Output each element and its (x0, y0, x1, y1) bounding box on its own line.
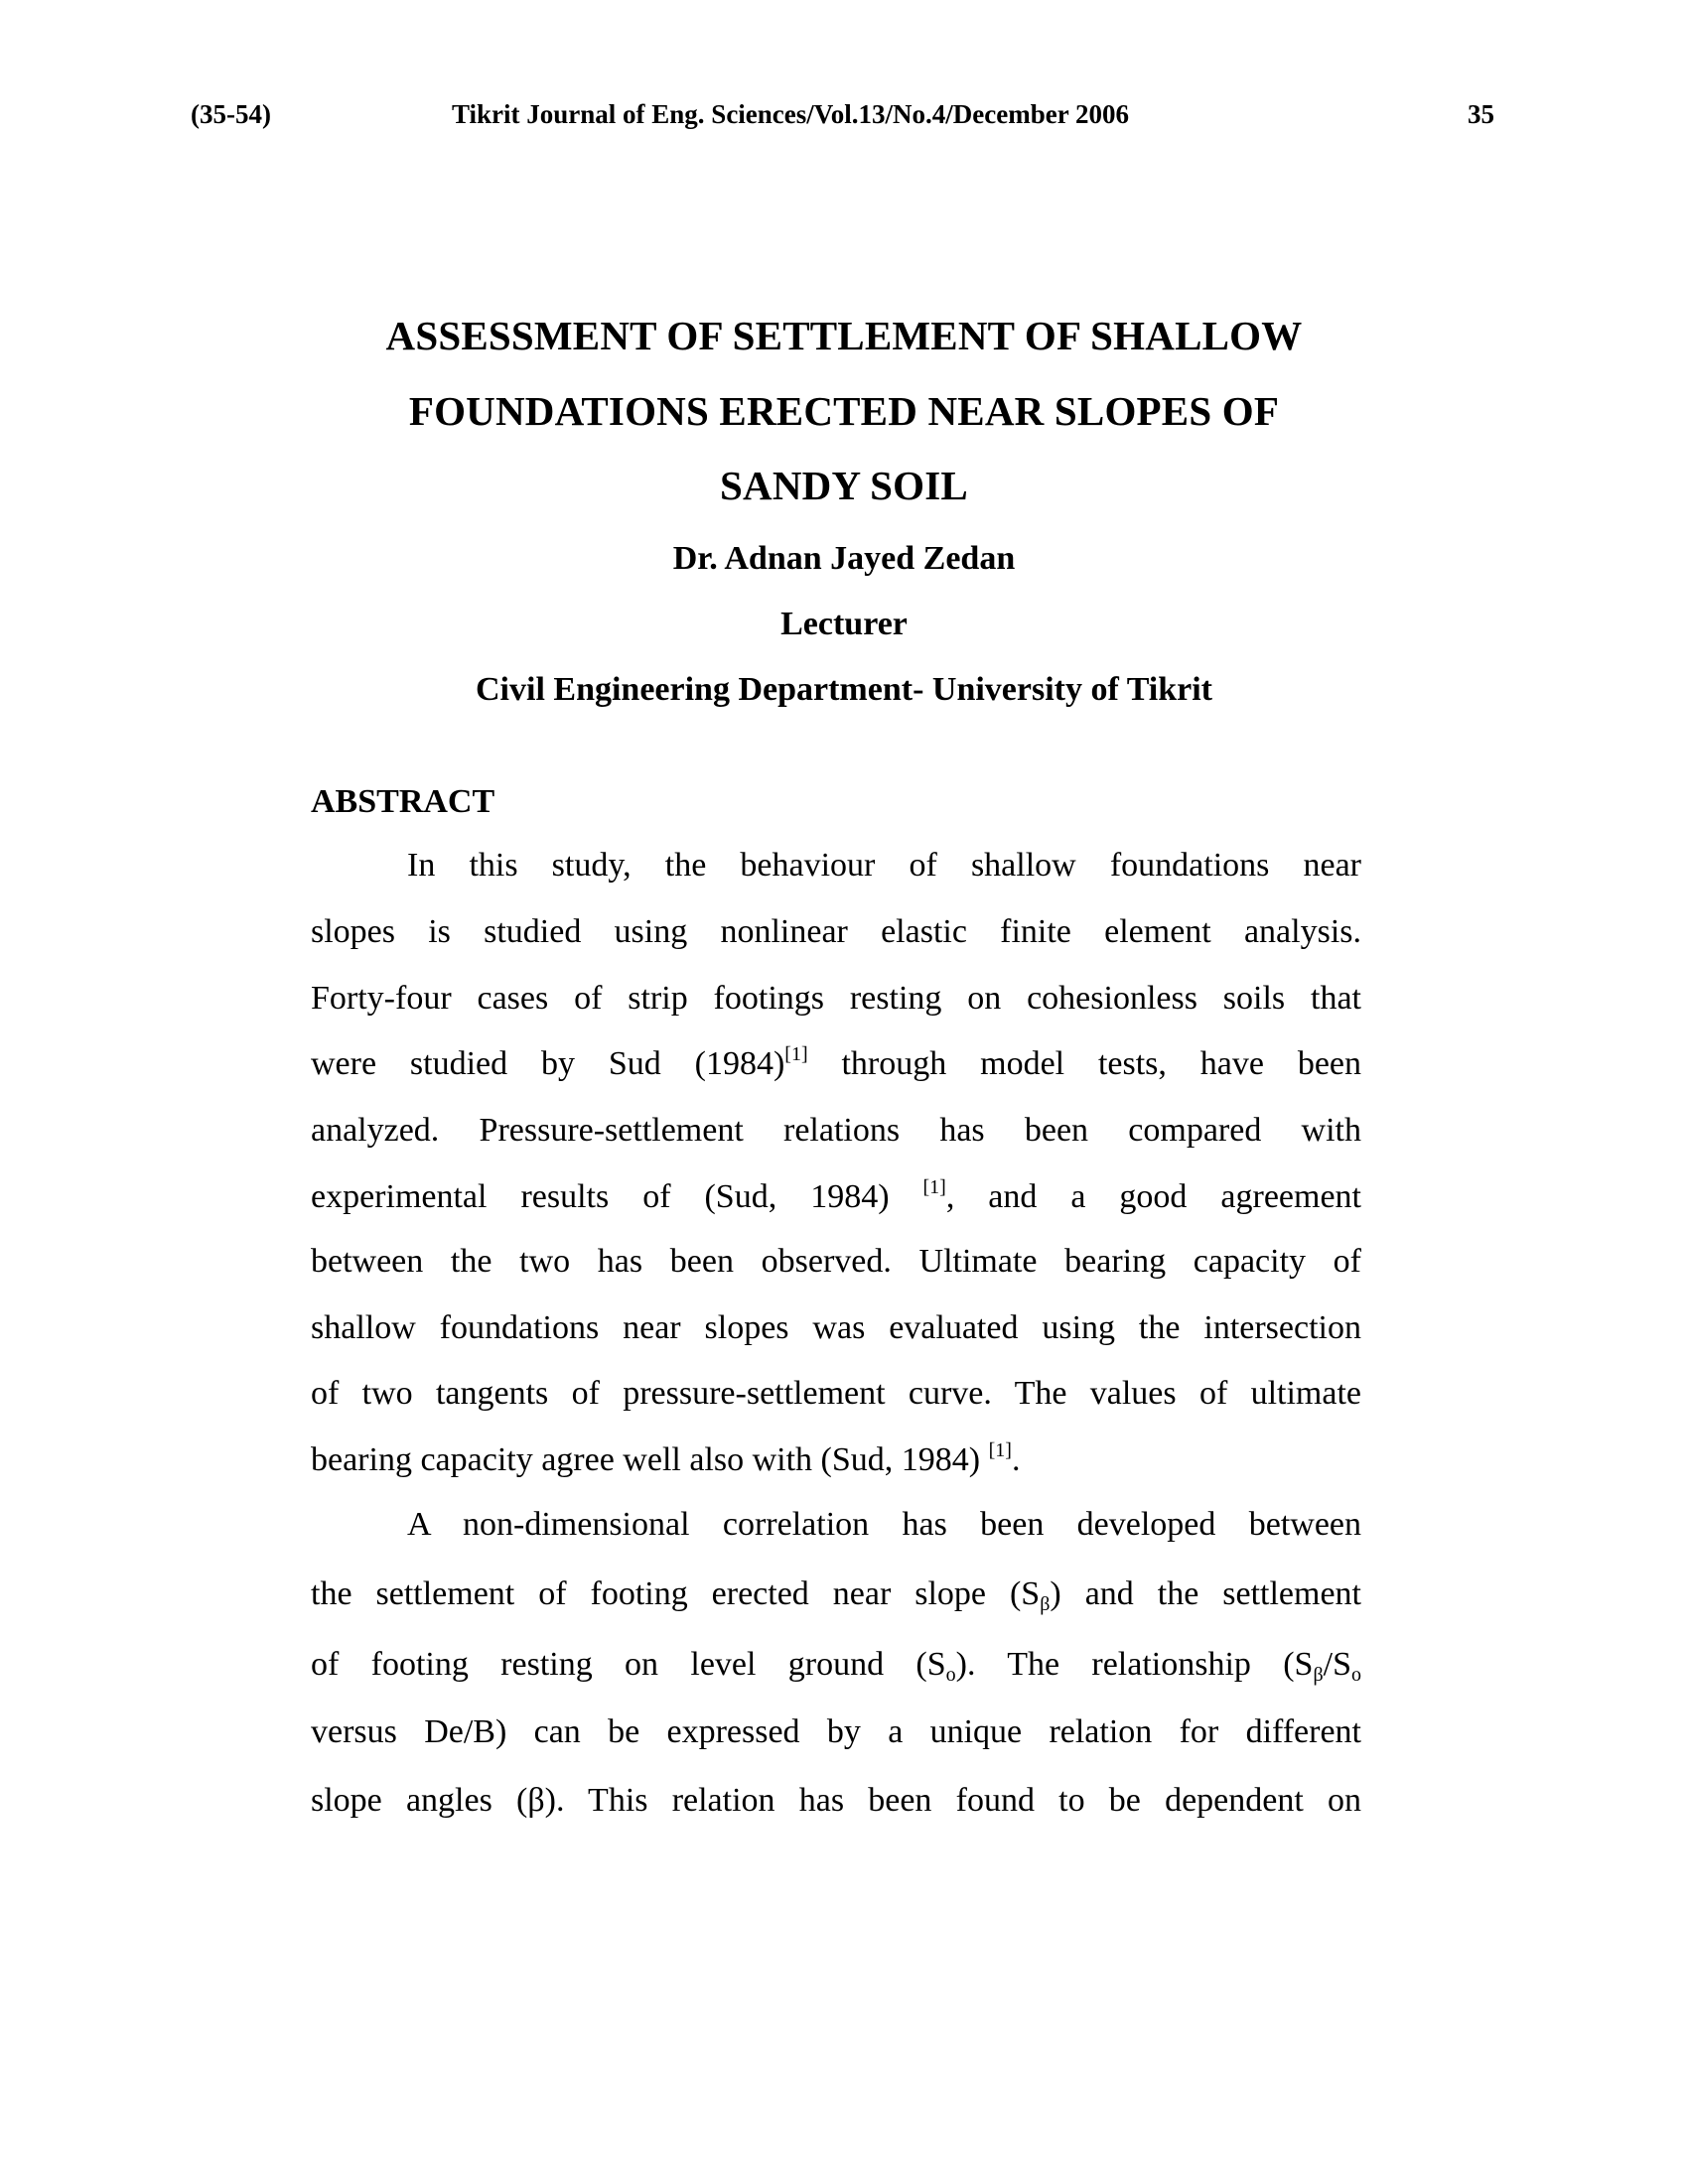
abstract-line: versus De/B) can be expressed by a unique relation for different (311, 1713, 1361, 1750)
citation-ref: [1] (784, 1043, 808, 1065)
author-affiliation: Civil Engineering Department- University of Tikrit (476, 671, 1212, 708)
abstract-line: between the two has been observed. Ultimate bearing capacity of (311, 1243, 1361, 1280)
abstract-line: Forty-four cases of strip footings resting on cohesionless soils that (311, 980, 1361, 1017)
abstract-heading: ABSTRACT (311, 783, 495, 820)
abstract-line: slopes is studied using nonlinear elastic finite element analysis. (311, 913, 1361, 950)
abstract-line: the settlement of footing erected near slope $(S_\beta)$ and the settlement (311, 1575, 1361, 1615)
abstract-line: of footing resting on level ground $(S_o)$. The relationship ($S_\beta/S_o$ (311, 1646, 1361, 1686)
abstract-line: were studied by Sud (1984)[1] through model tests, have been (311, 1043, 1362, 1082)
abstract-line: experimental results of (Sud, 1984) [1], and a good agreement (311, 1176, 1361, 1215)
journal-header: Tikrit Journal of Eng. Sciences/Vol.13/No.4/December 2006 (452, 99, 1129, 129)
author-position: Lecturer (780, 606, 908, 642)
citation-ref: [1] (988, 1439, 1012, 1461)
page-range: (35-54) (191, 99, 271, 129)
paper-title-line-1: ASSESSMENT OF SETTLEMENT OF SHALLOW (385, 313, 1303, 358)
page-number: 35 (1468, 99, 1494, 129)
author-name: Dr. Adnan Jayed Zedan (672, 540, 1016, 577)
paper-title-line-2: FOUNDATIONS ERECTED NEAR SLOPES OF (408, 388, 1280, 434)
abstract-line: A non-dimensional correlation has been developed between (407, 1506, 1361, 1543)
abstract-line: slope angles (β). This relation has been found to be dependent on (311, 1782, 1361, 1819)
paper-title-line-3: SANDY SOIL (720, 463, 968, 508)
abstract-line: analyzed. Pressure-settlement relations has been compared with (311, 1112, 1361, 1149)
abstract-line: In this study, the behaviour of shallow foundations near (407, 847, 1361, 884)
citation-ref: [1] (922, 1176, 946, 1198)
abstract-line: of two tangents of pressure-settlement curve. The values of ultimate (311, 1375, 1361, 1412)
abstract-line: bearing capacity agree well also with (Sud, 1984) [1]. (311, 1439, 1021, 1478)
abstract-line: shallow foundations near slopes was evaluated using the intersection (311, 1309, 1361, 1346)
